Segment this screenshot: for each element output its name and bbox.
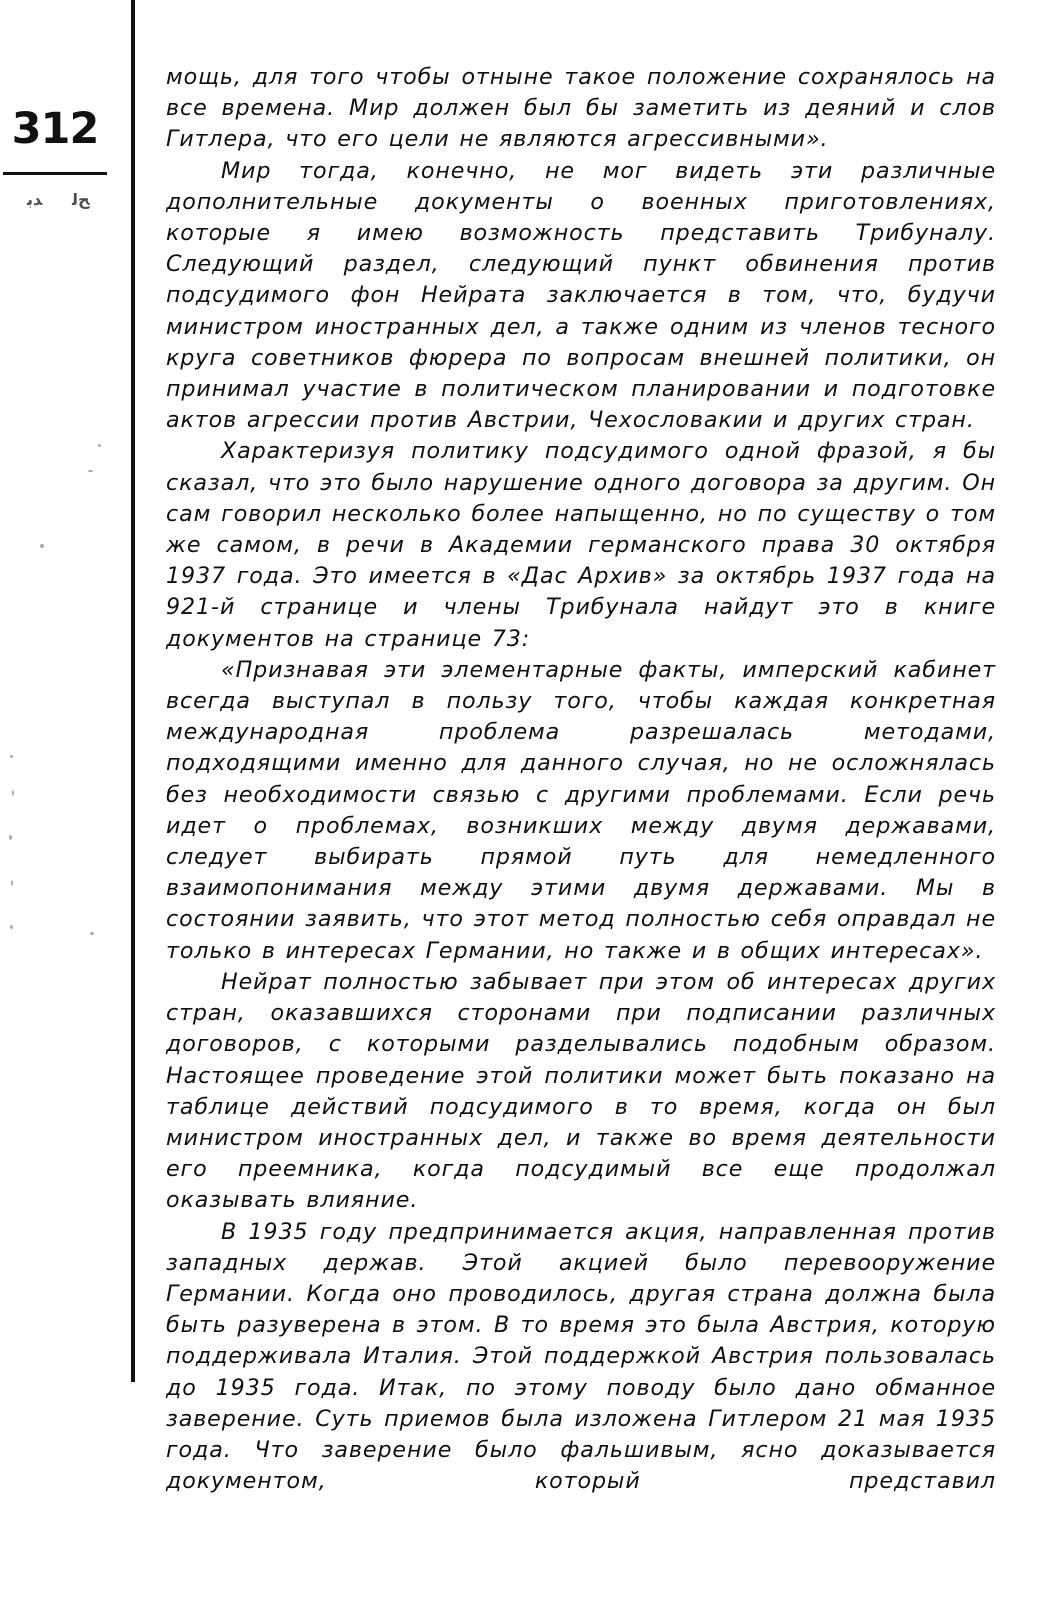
page-number: 312 — [11, 104, 99, 154]
margin-speck — [88, 470, 93, 472]
margin-mark-left: ﺪﺑ — [27, 190, 43, 209]
margin-speck — [9, 835, 12, 840]
margin-speck — [40, 544, 44, 548]
margin-speck — [90, 932, 94, 935]
paragraph: Характеризуя политику подсудимого одной фразой, я бы сказал, что это было нарушение одного договора за другим. Он сам говорил несколько более напыщенно, но по существу о том же самом, в речи в Академии германского права 30 октября 1937 года. Это имеется в «Дас Архив» за октябрь 1937 года на 921-й странице и члены Трибунала найдут это в книге документов на странице 73: — [166, 438, 996, 652]
paragraph: Нейрат полностью забывает при этом об интересах других стран, оказавшихся сторонами при подписании различных договоров, с которыми разделывались подобным образом. Настоящее проведение этой политики может быть показано на таблице действий подсудимого в то время, когда он был министром иностранных дел, и также во время деятельности его преемника, когда подсудимый все еще продолжал оказывать влияние. — [166, 968, 996, 1214]
paragraph: Мир тогда, конечно, не мог видеть эти различные дополнительные документы о военных приготовлениях, которые я имею возможность представить Трибуналу. Следующий раздел, следующий пункт обвинения против подсудимого фон Нейрата заключается в том, что, будучи министром иностранных дел, а также одним из членов тесного круга советников фюрера по вопросам внешней политики, он принимал участие в политическом планировании и подготовке актов агрессии против Австрии, Чехословакии и других стран. — [166, 157, 996, 434]
margin-speck — [10, 755, 13, 758]
margin-speck — [11, 880, 13, 886]
margin-speck — [10, 925, 13, 929]
quote-paragraph: «Признавая эти элементарные факты, имперский кабинет всегда выступал в пользу того, чтобы каждая конкретная международная проблема разрешалась методами, подходящими именно для данного случая, но не осложнялась без необходимости связью с другими проблемами. Если речь идет о проблемах, возникших между двумя державами, следует выбирать прямой путь для немедленного взаимопонимания между этими двумя державами. Мы в состоянии заявить, что этот метод полностью себя оправдал не только в интересах Германии, но также и в общих интересах». — [166, 656, 996, 964]
paragraph: В 1935 году предпринимается акция, направленная против западных держав. Этой акцией было перевооружение Германии. Когда оно проводилось, другая страна должна была быть разуверена в этом. В то время это была Австрия, которую поддерживала Италия. Этой поддержкой Австрия пользовалась до 1935 года. Итак, по этому поводу было дано обманное заверение. Суть приемов была изложена Гитлером 21 мая 1935 года. Что заверение было фальшивым, ясно доказывается документом, который представил — [166, 1218, 996, 1495]
margin-speck — [12, 790, 14, 796]
text-column — [166, 62, 996, 1497]
margin-mark-right: ﺢﻟ — [72, 190, 90, 209]
page-number-rule — [3, 172, 107, 175]
vertical-rule — [131, 0, 135, 1382]
paragraph: мощь, для того чтобы отныне такое положение сохранялось на все времена. Мир должен был бы заметить из деяний и слов Гитлера, что его цели не являются агрессивными». — [166, 64, 996, 153]
margin-speck — [98, 444, 101, 447]
